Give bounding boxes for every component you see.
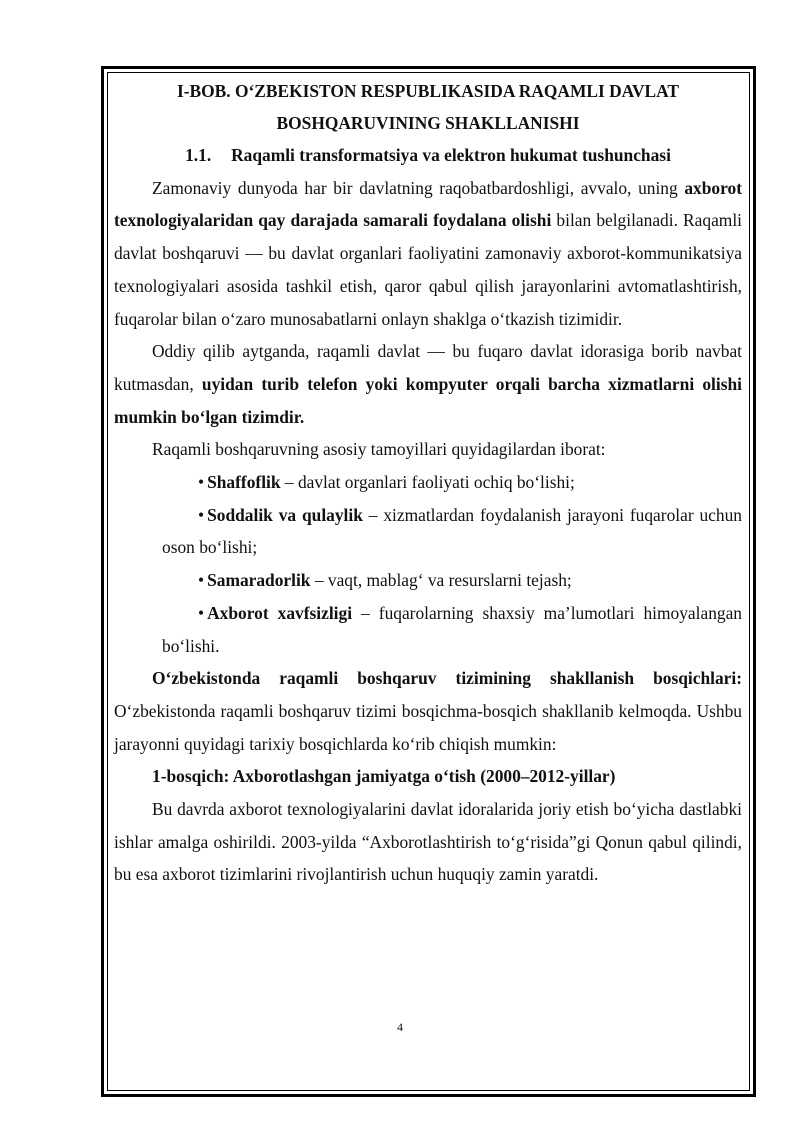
section-title: Raqamli transformatsiya va elektron hukumat tushunchasi xyxy=(231,145,671,165)
list-item xyxy=(198,466,742,499)
paragraph-text: O‘zbekistonda raqamli boshqaruv tizimi bosqichma-bosqich shakllanib kelmoqda. Ushbu jarayonni quyidagi tarixiy bosqichlarda ko‘rib chiqish mumkin: xyxy=(114,700,742,754)
bullet-icon: • xyxy=(198,602,205,623)
list-item xyxy=(198,564,742,597)
paragraph-text: Zamonaviy dunyoda har bir davlatning raqobatbardoshligi, avvalo, uning xyxy=(152,177,685,198)
document-body xyxy=(114,75,742,891)
paragraph-emphasis: axborot texnologiyalaridan qay darajada samarali foydalana olishi xyxy=(114,177,742,231)
principle-term: Soddalik va qulaylik xyxy=(207,504,363,525)
principle-desc: – vaqt, mablag‘ va resurslarni tejash; xyxy=(310,570,572,591)
bullet-icon: • xyxy=(198,472,205,493)
page-number: 4 xyxy=(397,1020,403,1034)
chapter-title: I-BOB. O‘ZBEKISTON RESPUBLIKASIDA RAQAMLI DAVLAT BOSHQARUVINING SHAKLLANISHI xyxy=(176,81,680,133)
principle-desc: – fuqarolarning shaxsiy ma’lumotlari himoyalangan bo‘lishi. xyxy=(162,602,743,656)
paragraph-2 xyxy=(114,335,742,433)
list-item xyxy=(162,597,742,662)
bullet-icon: • xyxy=(198,504,205,525)
principles-list xyxy=(114,466,742,662)
section-heading xyxy=(114,139,742,172)
paragraph-3: Raqamli boshqaruvning asosiy tamoyillari quyidagilardan iborat: xyxy=(152,439,606,460)
principle-term: Axborot xavfsizligi xyxy=(207,602,353,623)
paragraph-emphasis: O‘zbekistonda raqamli boshqaruv tizimining shakllanish bosqichlari: xyxy=(152,668,742,689)
principle-desc: – davlat organlari faoliyati ochiq bo‘lishi; xyxy=(280,472,575,493)
section-number: 1.1. xyxy=(185,145,212,165)
paragraph-5: Bu davrda axborot texnologiyalarini davlat idoralarida joriy etish bo‘yicha dastlabki ishlar amalga oshirildi. 2003-yilda “Axborotlashtirish to‘g‘risida”gi Qonun qabul qilindi, bu esa axborot tizimlarini rivojlantirish uchun huquqiy zamin yaratdi. xyxy=(114,799,742,885)
principle-term: Samaradorlik xyxy=(207,570,311,591)
paragraph-emphasis: uyidan turib telefon yoki kompyuter orqali barcha xizmatlarni olishi mumkin bo‘lgan tizimdir. xyxy=(114,373,742,427)
paragraph-1 xyxy=(114,172,742,336)
paragraph-text: bilan belgilanadi. Raqamli davlat boshqaruvi — bu davlat organlari faoliyatini zamonaviy axborot-kommunikatsiya texnologiyalari asosida tashkil etish, qaror qabul qilish jarayonlarini avtomatlashtirish, fuqarolar bilan o‘zaro munosabatlarni onlayn shaklga o‘tkazish tizimidir. xyxy=(114,210,742,329)
stage-1-heading: 1-bosqich: Axborotlashgan jamiyatga o‘tish (2000–2012-yillar) xyxy=(152,766,616,787)
principle-term: Shaffoflik xyxy=(207,472,281,493)
paragraph-text: Oddiy qilib aytganda, raqamli davlat — bu fuqaro davlat idorasiga borib navbat kutmasdan, xyxy=(114,341,742,394)
principle-desc: – xizmatlardan foydalanish jarayoni fuqarolar uchun oson bo‘lishi; xyxy=(162,504,742,558)
paragraph-4 xyxy=(114,662,742,760)
list-item xyxy=(162,499,742,564)
bullet-icon: • xyxy=(198,570,205,591)
